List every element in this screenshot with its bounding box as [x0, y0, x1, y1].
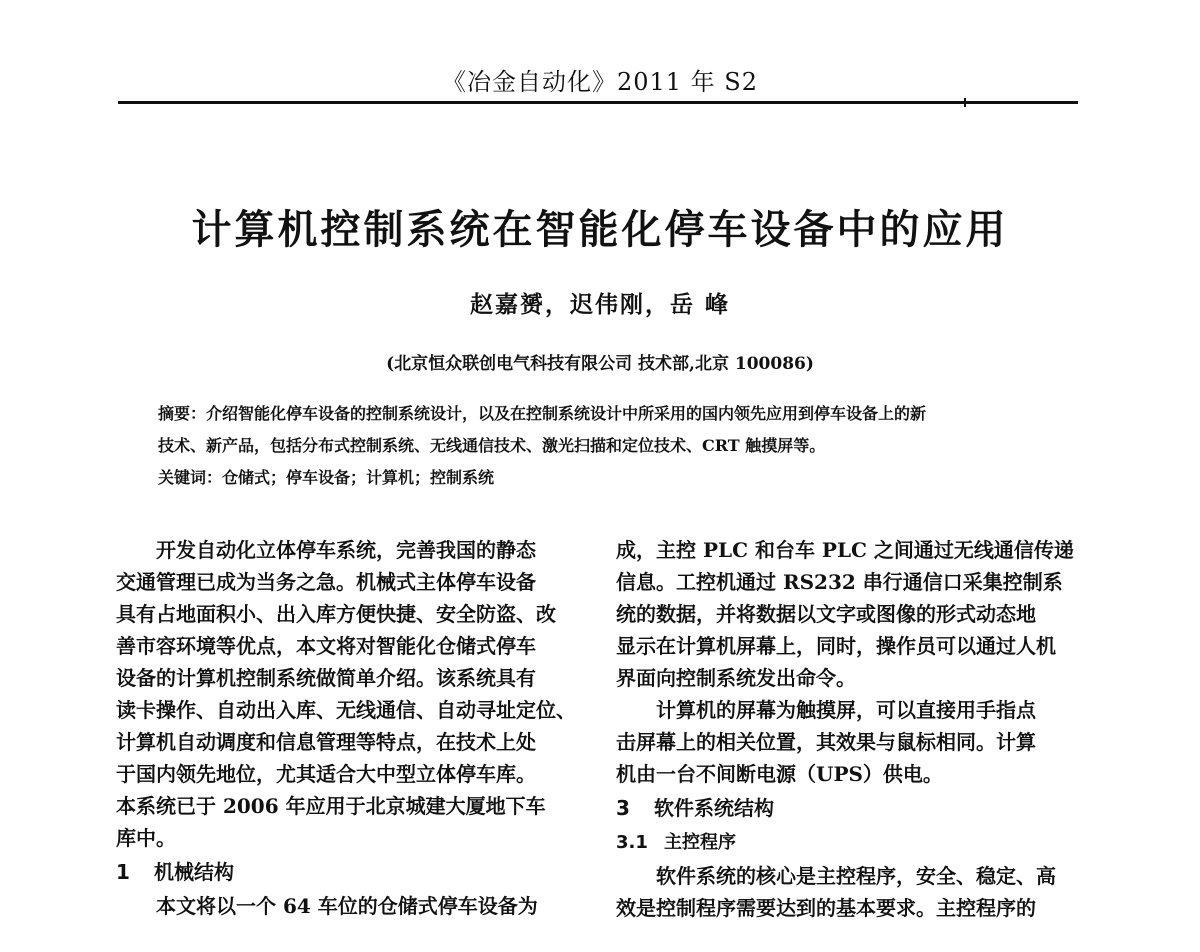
right-column	[616, 534, 1084, 924]
section-title: 机械结构	[154, 860, 234, 884]
body-line: 信息。工控机通过 RS232 串行通信口采集控制系	[616, 570, 1063, 594]
body-line: 机由一台不间断电源（UPS）供电。	[616, 762, 943, 786]
body-line: 库中。	[116, 826, 176, 850]
body-line: 设备的计算机控制系统做简单介绍。该系统具有	[116, 666, 536, 690]
subsection-heading	[616, 826, 1084, 860]
body-line: 具有占地面积小、出入库方便快捷、安全防盗、改	[116, 602, 556, 626]
subsection-number: 3.1	[616, 832, 648, 853]
body-line: 击屏幕上的相关位置，其效果与鼠标相同。计算	[616, 730, 1036, 754]
section-title: 软件系统结构	[654, 796, 774, 820]
header-rule	[118, 101, 1078, 104]
body-line: 读卡操作、自动出入库、无线通信、自动寻址定位、	[116, 698, 576, 722]
subsection-title: 主控程序	[664, 832, 736, 853]
header-rule-tick	[964, 98, 966, 107]
keywords-line: 关键词：仓储式；停车设备；计算机；控制系统	[158, 468, 495, 487]
abstract-line: 技术、新产品，包括分布式控制系统、无线通信技术、激光扫描和定位技术、CRT 触摸屏等。	[158, 436, 826, 455]
body-line: 本系统已于 2006 年应用于北京城建大厦地下车	[116, 794, 546, 818]
body-line: 计算机自动调度和信息管理等特点，在技术上处	[116, 730, 536, 754]
body-line: 显示在计算机屏幕上，同时，操作员可以通过人机	[616, 634, 1056, 658]
body-line: 交通管理已成为当务之急。机械式主体停车设备	[116, 570, 536, 594]
body-line: 统的数据，并将数据以文字或图像的形式动态地	[616, 602, 1036, 626]
section-number: 1	[116, 860, 130, 884]
body-line: 本文将以一个 64 车位的仓储式停车设备为	[156, 894, 538, 918]
body-line: 于国内领先地位，尤其适合大中型立体停车库。	[116, 762, 536, 786]
affiliation: (北京恒众联创电气科技有限公司 技术部,北京 100086)	[386, 354, 814, 374]
abstract-block	[158, 398, 1040, 494]
section-number: 3	[616, 796, 630, 820]
body-line: 开发自动化立体停车系统，完善我国的静态	[156, 538, 536, 562]
body-line: 计算机的屏幕为触摸屏，可以直接用手指点	[656, 698, 1036, 722]
body-line: 软件系统的核心是主控程序，安全、稳定、高	[656, 864, 1056, 888]
body-line: 界面向控制系统发出命令。	[616, 666, 856, 690]
body-line: 效是控制程序需要达到的基本要求。主控程序的	[616, 896, 1036, 920]
abstract-line: 摘要：介绍智能化停车设备的控制系统设计，以及在控制系统设计中所采用的国内领先应用到停车设备上的新	[158, 404, 927, 423]
authors: 赵嘉赟，迟伟刚，岳 峰	[469, 291, 730, 318]
section-heading	[116, 854, 584, 890]
section-heading	[616, 790, 1084, 826]
paper-title: 计算机控制系统在智能化停车设备中的应用	[191, 207, 1009, 253]
journal-header: 《冶金自动化》2011 年 S2	[441, 68, 759, 96]
left-column	[116, 534, 584, 922]
body-line: 善市容环境等优点，本文将对智能化仓储式停车	[116, 634, 536, 658]
body-line: 成，主控 PLC 和台车 PLC 之间通过无线通信传递	[616, 538, 1074, 562]
